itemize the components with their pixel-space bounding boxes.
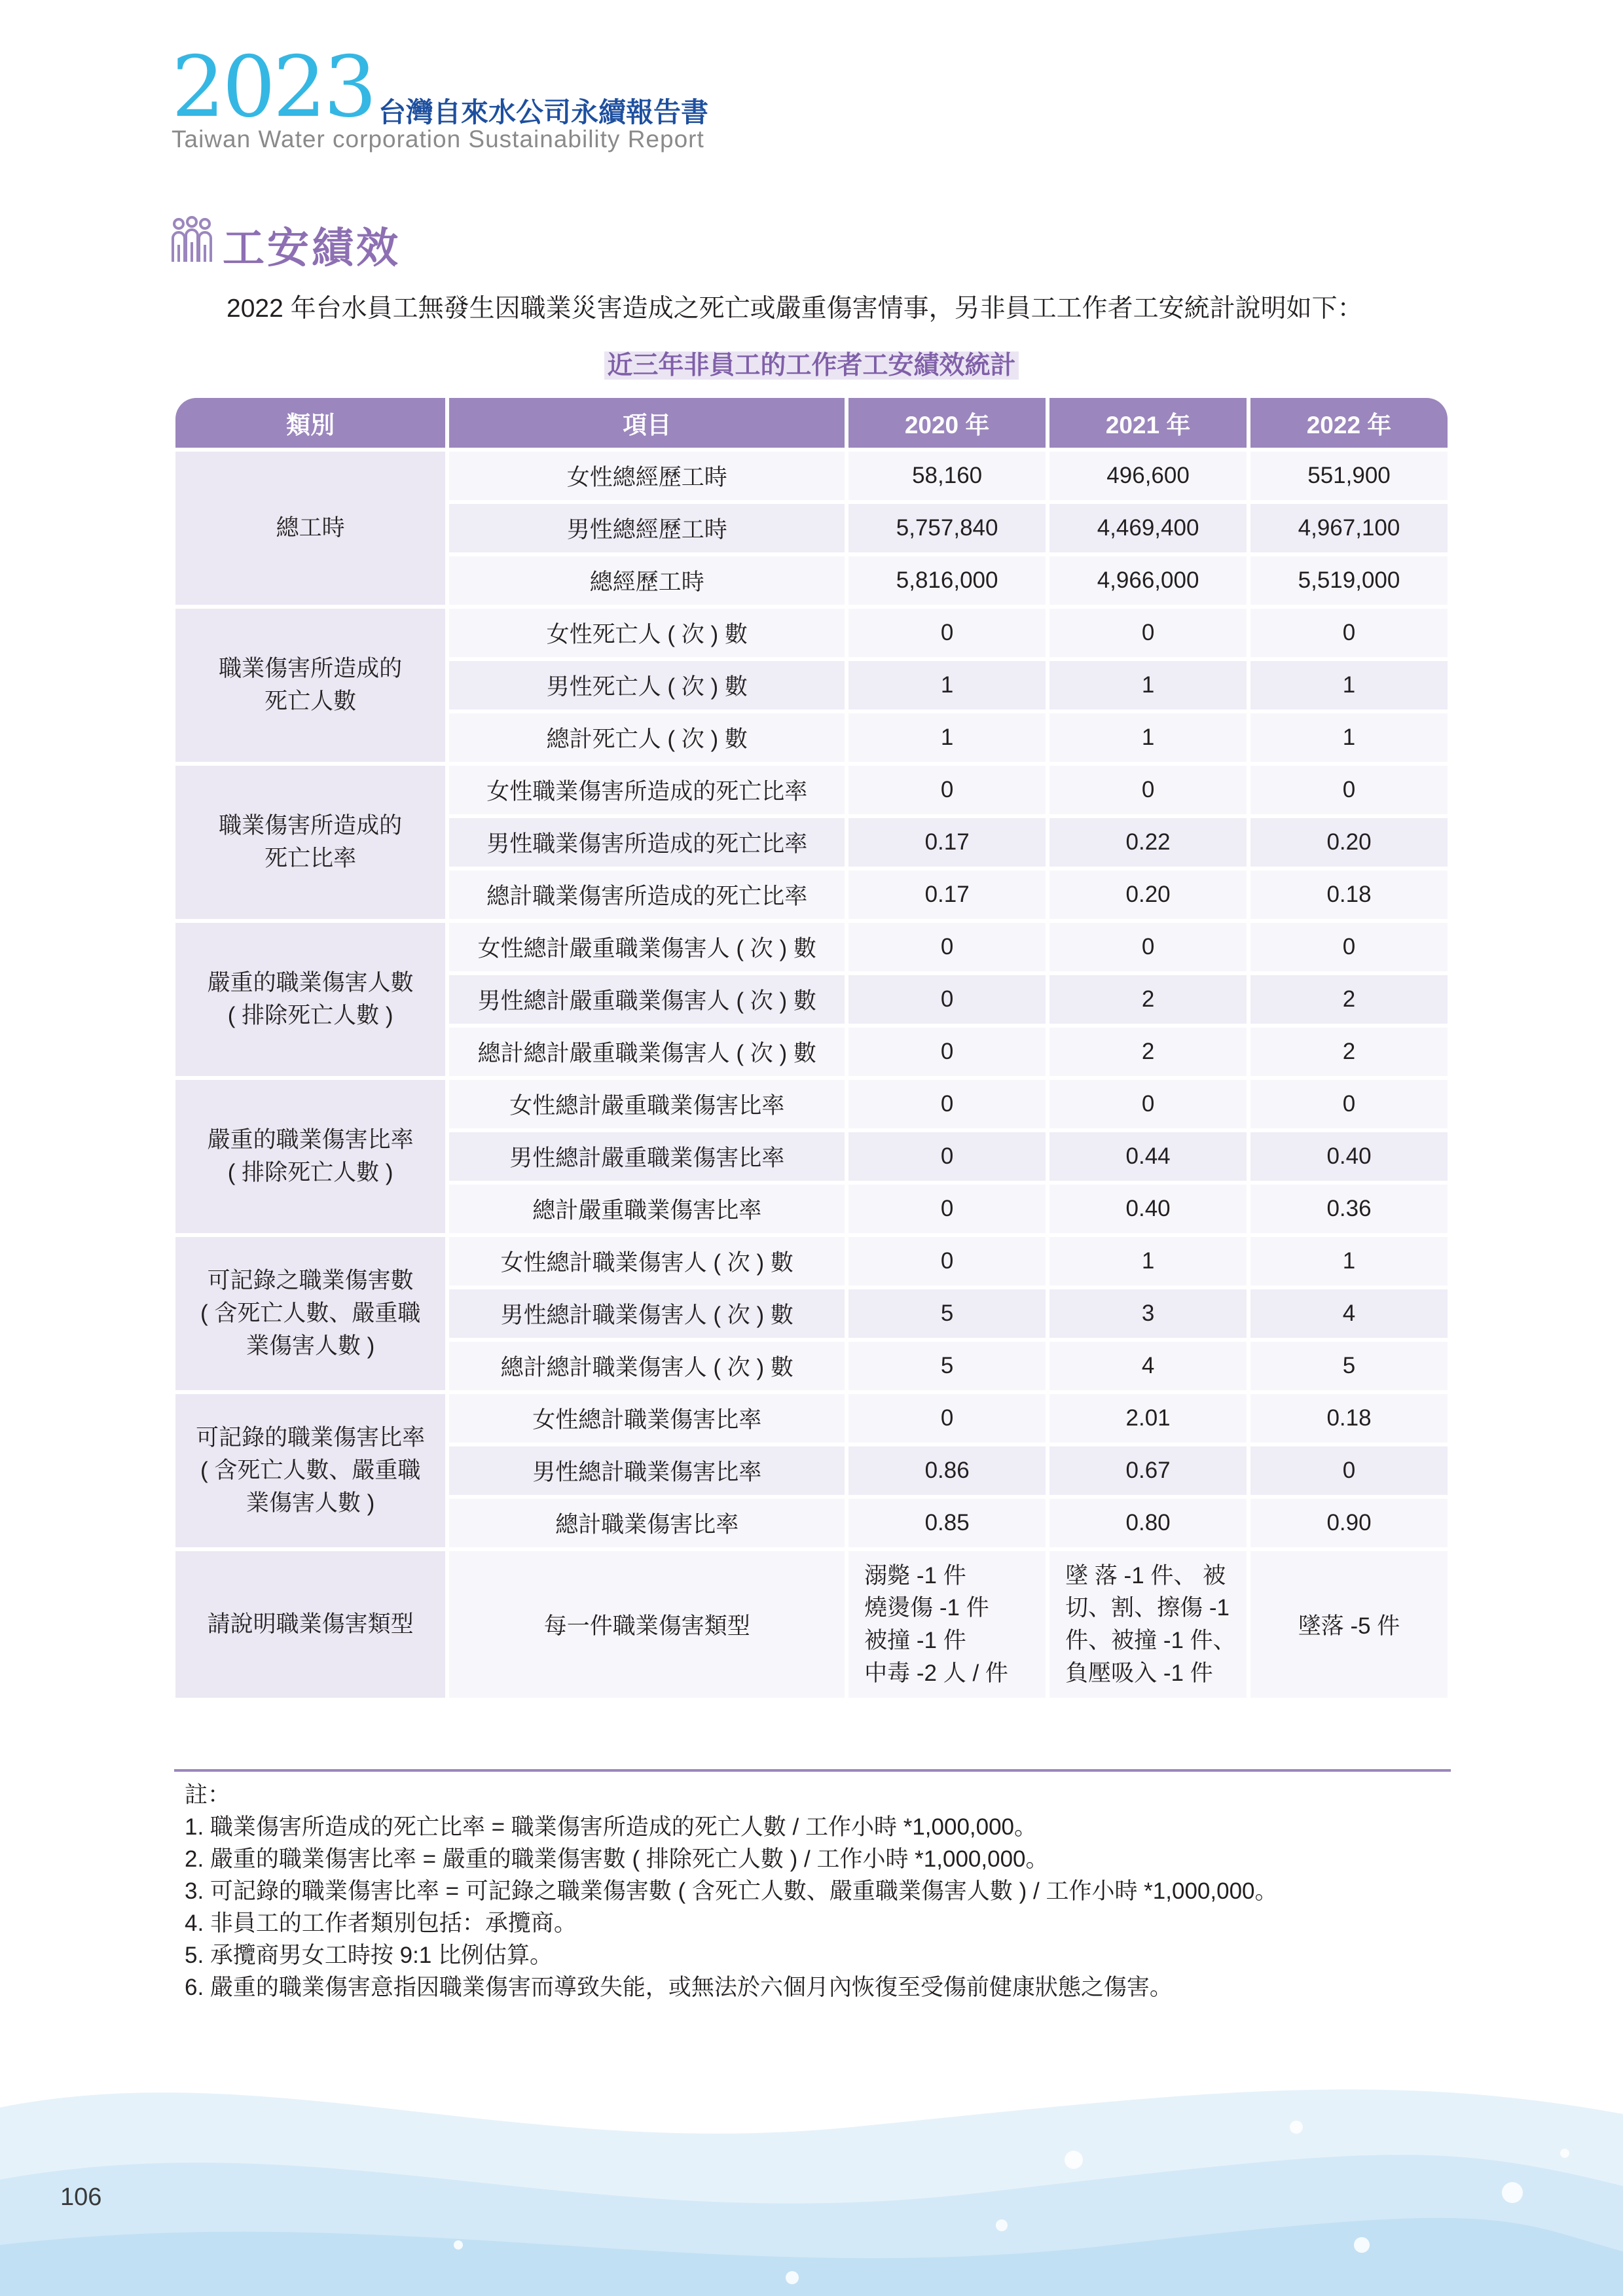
table-category-cell: 請說明職業傷害類型	[175, 1551, 445, 1698]
value-2021: 2	[1049, 1028, 1247, 1076]
table-row	[175, 452, 1448, 500]
value-2021: 0.44	[1049, 1132, 1247, 1181]
value-2022: 0	[1250, 923, 1448, 971]
table-item-cell: 每一件職業傷害類型	[449, 1551, 845, 1698]
value-2020: 0	[848, 766, 1046, 814]
value-2022: 0.20	[1250, 818, 1448, 867]
table-item-cell: 女性死亡人 ( 次 ) 數	[449, 609, 845, 657]
value-2022: 0	[1250, 609, 1448, 657]
value-2022: 0.18	[1250, 870, 1448, 919]
value-2022: 551,900	[1250, 452, 1448, 500]
table-item-cell: 女性職業傷害所造成的死亡比率	[449, 766, 845, 814]
table-row	[175, 923, 1448, 971]
table-header-row	[175, 398, 1448, 448]
value-2021: 0	[1049, 609, 1247, 657]
header-2020: 2020 年	[848, 398, 1046, 448]
value-2022: 1	[1250, 1237, 1448, 1285]
table-category-cell: 可記錄的職業傷害比率 ( 含死亡人數、嚴重職 業傷害人數 )	[175, 1394, 445, 1547]
table-item-cell: 男性總計嚴重職業傷害比率	[449, 1132, 845, 1181]
table-item-cell: 總計職業傷害比率	[449, 1499, 845, 1547]
value-2022: 2	[1250, 975, 1448, 1024]
table-item-cell: 男性職業傷害所造成的死亡比率	[449, 818, 845, 867]
value-2022: 0.40	[1250, 1132, 1448, 1181]
table-item-cell: 女性總計職業傷害比率	[449, 1394, 845, 1443]
value-2021: 0.67	[1049, 1446, 1247, 1495]
value-2022: 1	[1250, 713, 1448, 762]
value-2021: 1	[1049, 661, 1247, 709]
value-2021: 2	[1049, 975, 1247, 1024]
value-2022: 5	[1250, 1342, 1448, 1390]
value-2020: 0	[848, 609, 1046, 657]
table-category-cell: 職業傷害所造成的 死亡人數	[175, 609, 445, 762]
report-year: 2023	[172, 39, 374, 136]
value-2020: 0.17	[848, 870, 1046, 919]
table-row	[175, 1394, 1448, 1443]
wave-decoration	[0, 2029, 1623, 2296]
table-item-cell: 女性總計職業傷害人 ( 次 ) 數	[449, 1237, 845, 1285]
value-2021: 2.01	[1049, 1394, 1247, 1443]
value-2021: 0	[1049, 766, 1247, 814]
table-bottom-rule	[174, 1769, 1451, 1772]
value-2022: 0	[1250, 766, 1448, 814]
table-item-cell: 總計嚴重職業傷害比率	[449, 1185, 845, 1233]
table-item-cell: 男性總經歷工時	[449, 504, 845, 552]
value-2020: 0	[848, 1394, 1046, 1443]
value-2020: 5	[848, 1342, 1046, 1390]
value-2020: 0.86	[848, 1446, 1046, 1495]
safety-stats-table	[172, 394, 1451, 1702]
value-2022: 2	[1250, 1028, 1448, 1076]
value-2020: 0	[848, 923, 1046, 971]
injury-types-2020: 溺斃 -1 件 燒燙傷 -1 件 被撞 -1 件 中毒 -2 人 / 件	[848, 1551, 1046, 1698]
value-2021: 1	[1049, 1237, 1247, 1285]
value-2021: 4,966,000	[1049, 556, 1247, 605]
table-item-cell: 男性總計職業傷害人 ( 次 ) 數	[449, 1289, 845, 1338]
report-title: 台灣自來水公司永續報告書	[378, 97, 709, 128]
intro-paragraph: 2022 年台水員工無發生因職業災害造成之死亡或嚴重傷害情事，另非員工工作者工安統計說明如下：	[227, 295, 1363, 323]
table-row	[175, 609, 1448, 657]
note-item: 5. 承攬商男女工時按 9:1 比例估算。	[185, 1943, 553, 1968]
value-2020: 0.85	[848, 1499, 1046, 1547]
value-2020: 0	[848, 1080, 1046, 1128]
table-item-cell: 女性總經歷工時	[449, 452, 845, 500]
value-2021: 3	[1049, 1289, 1247, 1338]
table-item-cell: 總經歷工時	[449, 556, 845, 605]
value-2022: 0.18	[1250, 1394, 1448, 1443]
value-2022: 5,519,000	[1250, 556, 1448, 605]
table-row	[175, 1080, 1448, 1128]
value-2022: 0	[1250, 1446, 1448, 1495]
table-category-cell: 可記錄之職業傷害數 ( 含死亡人數、嚴重職 業傷害人數 )	[175, 1237, 445, 1390]
value-2021: 4,469,400	[1049, 504, 1247, 552]
value-2020: 0.17	[848, 818, 1046, 867]
people-group-icon	[169, 216, 215, 263]
table-item-cell: 女性總計嚴重職業傷害比率	[449, 1080, 845, 1128]
table-item-cell: 總計職業傷害所造成的死亡比率	[449, 870, 845, 919]
value-2020: 5,757,840	[848, 504, 1046, 552]
note-item: 1. 職業傷害所造成的死亡比率 = 職業傷害所造成的死亡人數 / 工作小時 *1,000,000。	[185, 1814, 1038, 1840]
header-2022: 2022 年	[1250, 398, 1448, 448]
note-item: 4. 非員工的工作者類別包括：承攬商。	[185, 1910, 577, 1936]
value-2020: 5	[848, 1289, 1046, 1338]
notes-block	[185, 1779, 1278, 2003]
table-row	[175, 1237, 1448, 1285]
value-2022: 0.36	[1250, 1185, 1448, 1233]
table-item-cell: 總計死亡人 ( 次 ) 數	[449, 713, 845, 762]
notes-heading: 註：	[185, 1782, 231, 1808]
value-2021: 0	[1049, 923, 1247, 971]
value-2021: 496,600	[1049, 452, 1247, 500]
value-2021: 0.80	[1049, 1499, 1247, 1547]
table-caption	[0, 345, 1623, 382]
table-category-cell: 嚴重的職業傷害人數 ( 排除死亡人數 )	[175, 923, 445, 1076]
header-item: 項目	[449, 398, 845, 448]
injury-types-2022: 墜落 -5 件	[1250, 1551, 1448, 1698]
page-number: 106	[60, 2183, 102, 2211]
table-row	[175, 766, 1448, 814]
note-item: 3. 可記錄的職業傷害比率 = 可記錄之職業傷害數 ( 含死亡人數、嚴重職業傷害人數 ) / 工作小時 *1,000,000。	[185, 1878, 1278, 1904]
table-category-cell: 職業傷害所造成的 死亡比率	[175, 766, 445, 919]
value-2020: 1	[848, 713, 1046, 762]
value-2020: 58,160	[848, 452, 1046, 500]
report-subtitle: Taiwan Water corporation Sustainability Report	[172, 126, 704, 152]
value-2021: 4	[1049, 1342, 1247, 1390]
value-2020: 0	[848, 1237, 1046, 1285]
value-2020: 0	[848, 975, 1046, 1024]
table-item-cell: 男性總計職業傷害比率	[449, 1446, 845, 1495]
value-2022: 1	[1250, 661, 1448, 709]
note-item: 2. 嚴重的職業傷害比率 = 嚴重的職業傷害數 ( 排除死亡人數 ) / 工作小時 *1,000,000。	[185, 1846, 1049, 1872]
value-2022: 4	[1250, 1289, 1448, 1338]
value-2022: 4,967,100	[1250, 504, 1448, 552]
value-2021: 0.22	[1049, 818, 1247, 867]
injury-types-2021: 墜 落 -1 件、 被 切、割、擦傷 -1 件、被撞 -1 件、 負壓吸入 -1 件	[1049, 1551, 1247, 1698]
table-item-cell: 總計總計職業傷害人 ( 次 ) 數	[449, 1342, 845, 1390]
header-2021: 2021 年	[1049, 398, 1247, 448]
note-item: 6. 嚴重的職業傷害意指因職業傷害而導致失能，或無法於六個月內恢復至受傷前健康狀態之傷害。	[185, 1975, 1173, 2000]
table-title: 近三年非員工的工作者工安績效統計	[604, 351, 1018, 380]
table-item-cell: 男性死亡人 ( 次 ) 數	[449, 661, 845, 709]
table-category-cell: 總工時	[175, 452, 445, 605]
value-2020: 5,816,000	[848, 556, 1046, 605]
table-item-cell: 總計總計嚴重職業傷害人 ( 次 ) 數	[449, 1028, 845, 1076]
header-category: 類別	[175, 398, 445, 448]
value-2021: 1	[1049, 713, 1247, 762]
value-2021: 0	[1049, 1080, 1247, 1128]
value-2020: 0	[848, 1132, 1046, 1181]
value-2020: 1	[848, 661, 1046, 709]
value-2021: 0.40	[1049, 1185, 1247, 1233]
value-2021: 0.20	[1049, 870, 1247, 919]
table-item-cell: 女性總計嚴重職業傷害人 ( 次 ) 數	[449, 923, 845, 971]
table-category-cell: 嚴重的職業傷害比率 ( 排除死亡人數 )	[175, 1080, 445, 1233]
value-2020: 0	[848, 1028, 1046, 1076]
section-title: 工安績效	[223, 224, 401, 272]
value-2022: 0.90	[1250, 1499, 1448, 1547]
value-2020: 0	[848, 1185, 1046, 1233]
injury-types-row	[175, 1551, 1448, 1698]
table-item-cell: 男性總計嚴重職業傷害人 ( 次 ) 數	[449, 975, 845, 1024]
value-2022: 0	[1250, 1080, 1448, 1128]
